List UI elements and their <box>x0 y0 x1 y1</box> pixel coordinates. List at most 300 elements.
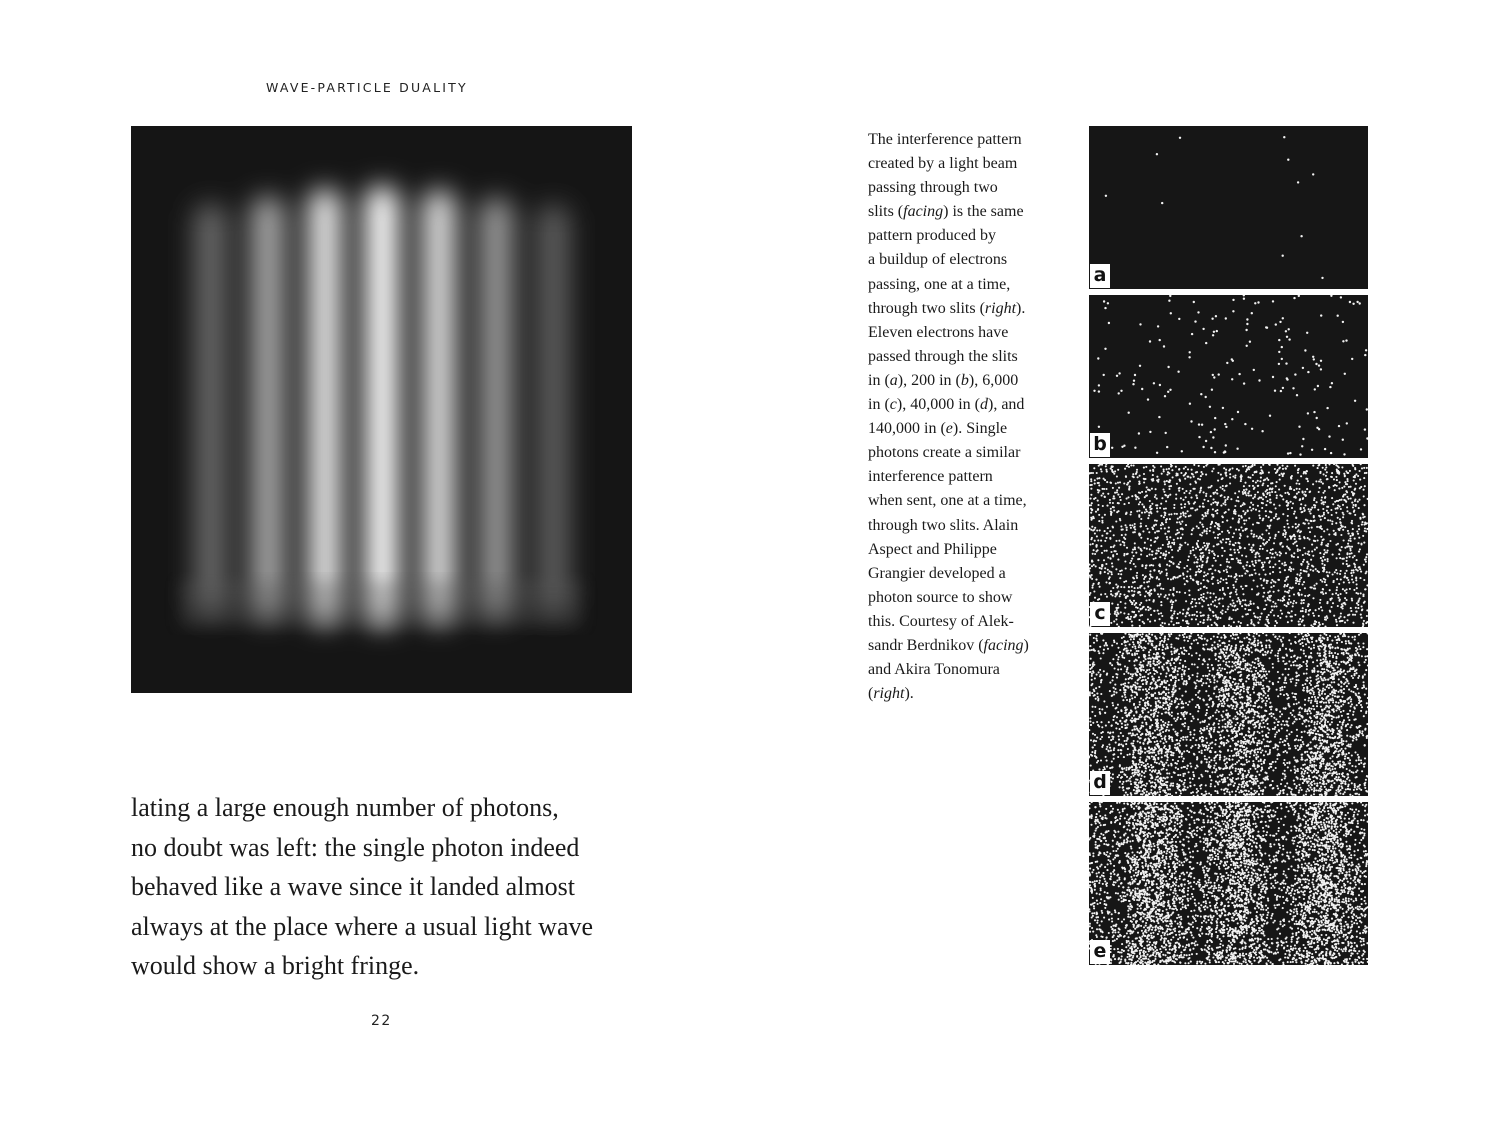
electron-dot <box>1185 789 1187 791</box>
electron-dot <box>1272 761 1274 763</box>
electron-dot <box>1312 612 1314 614</box>
electron-dot <box>1171 556 1173 558</box>
electron-dot <box>1144 679 1146 681</box>
electron-dot <box>1286 505 1288 507</box>
electron-dot <box>1197 666 1199 668</box>
electron-dot <box>1195 556 1197 558</box>
electron-dot <box>1310 794 1312 796</box>
electron-dot <box>1308 538 1310 540</box>
electron-dot <box>1183 653 1185 655</box>
electron-dot <box>1280 693 1282 695</box>
electron-dot <box>1110 482 1112 484</box>
electron-dot <box>1344 791 1346 793</box>
electron-dot <box>1331 597 1333 599</box>
electron-dot <box>1225 469 1227 471</box>
electron-dot <box>1335 709 1337 711</box>
electron-dot <box>1195 573 1197 575</box>
caption-line: and Akira Tonomura <box>868 661 1000 679</box>
electron-dot <box>1352 303 1354 305</box>
electron-dot <box>1153 382 1155 384</box>
electron-dot <box>1165 500 1167 502</box>
electron-dot <box>1116 553 1118 555</box>
electron-dot <box>1290 643 1292 645</box>
electron-dot <box>1358 654 1360 656</box>
electron-dot <box>1153 610 1155 612</box>
electron-dot <box>1136 575 1138 577</box>
electron-dot <box>1157 325 1159 327</box>
electron-dot <box>1338 617 1340 619</box>
electron-dot <box>1284 686 1286 688</box>
electron-dot <box>1144 748 1146 750</box>
electron-dot <box>1317 770 1319 772</box>
electron-dot <box>1246 528 1248 530</box>
electron-dot <box>1232 599 1234 601</box>
electron-dot <box>1274 468 1276 470</box>
electron-dot <box>1224 594 1226 596</box>
electron-dot <box>1293 593 1295 595</box>
electron-dot <box>1125 512 1127 514</box>
electron-dot <box>1181 527 1183 529</box>
electron-dot <box>1206 709 1208 711</box>
electron-dot <box>1099 567 1101 569</box>
electron-dot <box>1273 614 1275 616</box>
electron-dot <box>1302 367 1304 369</box>
electron-dot <box>1096 472 1098 474</box>
electron-dot <box>1272 663 1274 665</box>
electron-dot <box>1310 569 1312 571</box>
electron-dot <box>1134 542 1136 544</box>
electron-dot <box>1275 718 1277 720</box>
electron-dot <box>1291 554 1293 556</box>
electron-dot <box>1354 467 1356 469</box>
electron-dot <box>1338 473 1340 475</box>
electron-dot <box>1301 490 1303 492</box>
electron-dot <box>1258 765 1260 767</box>
electron-dot <box>1284 562 1286 564</box>
electron-dot <box>1137 496 1139 498</box>
electron-dot <box>1284 569 1286 571</box>
electron-dot <box>1176 473 1178 475</box>
electron-dot <box>1170 545 1172 547</box>
electron-dot <box>1364 655 1366 657</box>
electron-dot <box>1144 738 1146 740</box>
electron-dot <box>1336 507 1338 509</box>
electron-dot <box>1154 771 1156 773</box>
electron-dot <box>1353 493 1355 495</box>
electron-dot <box>1214 451 1216 453</box>
electron-dot <box>1193 476 1195 478</box>
electron-dot <box>1170 610 1172 612</box>
electron-dot <box>1228 618 1230 620</box>
electron-dot <box>1271 487 1273 489</box>
electron-dot <box>1288 568 1290 570</box>
electron-dot <box>1356 530 1358 532</box>
electron-dot <box>1220 578 1222 580</box>
electron-dot <box>1123 756 1125 758</box>
electron-dot <box>1147 606 1149 608</box>
electron-dot <box>1150 614 1152 616</box>
electron-dot <box>1138 547 1140 549</box>
electron-dot <box>1321 542 1323 544</box>
electron-dot <box>1210 736 1212 738</box>
electron-dot <box>1128 486 1130 488</box>
electron-dot <box>1272 787 1274 789</box>
electron-dot <box>1270 520 1272 522</box>
electron-dot <box>1181 767 1183 769</box>
electron-dot <box>1193 639 1195 641</box>
electron-dot <box>1093 467 1095 469</box>
electron-dot <box>1166 538 1168 540</box>
electron-dot <box>1157 610 1159 612</box>
electron-dot <box>1217 543 1219 545</box>
electron-dot <box>1311 527 1313 529</box>
electron-dot <box>1116 615 1118 617</box>
electron-dot <box>1114 470 1116 472</box>
electron-dot <box>1310 692 1312 694</box>
electron-dot <box>1214 491 1216 493</box>
electron-dot <box>1120 544 1122 546</box>
electron-dot <box>1257 498 1259 500</box>
electron-dot <box>1347 579 1349 581</box>
electron-dot <box>1310 652 1312 654</box>
electron-dot <box>1283 564 1285 566</box>
electron-dot <box>1326 602 1328 604</box>
electron-dot <box>1147 538 1149 540</box>
electron-dot <box>1323 568 1325 570</box>
electron-dot <box>1153 599 1155 601</box>
electron-dot <box>1139 604 1141 606</box>
electron-dot <box>1262 548 1264 550</box>
electron-dot <box>1112 773 1114 775</box>
electron-dot <box>1147 701 1149 703</box>
electron-dot <box>1101 464 1103 466</box>
electron-dot <box>1338 702 1340 704</box>
electron-dot <box>1151 550 1153 552</box>
electron-dot <box>1240 480 1242 482</box>
electron-dot <box>1220 474 1222 476</box>
electron-dot <box>1337 666 1339 668</box>
electron-dot <box>1247 794 1249 796</box>
electron-dot <box>1094 527 1096 529</box>
electron-dot <box>1131 551 1133 553</box>
electron-dot <box>1214 605 1216 607</box>
electron-dot <box>1120 601 1122 603</box>
electron-dot <box>1284 770 1286 772</box>
electron-dot <box>1262 519 1264 521</box>
electron-dot <box>1152 470 1154 472</box>
electron-dot <box>1264 561 1266 563</box>
electron-dot <box>1313 615 1315 617</box>
electron-dot <box>1186 565 1188 567</box>
electron-dot <box>1269 488 1271 490</box>
electron-dot <box>1169 518 1171 520</box>
electron-dot <box>1344 373 1346 375</box>
electron-dot <box>1136 653 1138 655</box>
electron-dot <box>1125 617 1127 619</box>
electron-dot <box>1123 503 1125 505</box>
electron-dot <box>1139 594 1141 596</box>
electron-dot <box>1140 698 1142 700</box>
electron-dot <box>1134 547 1136 549</box>
electron-dot <box>1344 547 1346 549</box>
electron-dot <box>1293 297 1295 299</box>
electron-dot <box>1172 601 1174 603</box>
electron-dot <box>1319 552 1321 554</box>
electron-dot <box>1335 508 1337 510</box>
electron-dot <box>1224 645 1226 647</box>
electron-dot <box>1095 698 1097 700</box>
electron-dot <box>1120 573 1122 575</box>
electron-dot <box>1103 478 1105 480</box>
electron-dot <box>1137 706 1139 708</box>
electron-dot <box>1277 579 1279 581</box>
electron-dot <box>1166 644 1168 646</box>
electron-dot <box>1340 570 1342 572</box>
electron-dot <box>1155 504 1157 506</box>
electron-dot <box>1140 526 1142 528</box>
electron-dot <box>1169 389 1171 391</box>
electron-dot <box>1238 469 1240 471</box>
electron-dot <box>1213 376 1215 378</box>
electron-dot <box>1146 548 1148 550</box>
electron-dot <box>1148 752 1150 754</box>
panel-a <box>1089 126 1368 289</box>
electron-dot <box>1110 781 1112 783</box>
electron-dot <box>1289 452 1291 454</box>
electron-dot <box>1212 583 1214 585</box>
electron-dot <box>1196 615 1198 617</box>
electron-dot <box>1307 788 1309 790</box>
electron-dot <box>1120 525 1122 527</box>
electron-dot <box>1128 618 1130 620</box>
electron-dot <box>1302 498 1304 500</box>
electron-dot <box>1351 358 1353 360</box>
electron-dot <box>1360 464 1362 465</box>
electron-dot <box>1125 475 1127 477</box>
electron-dot <box>1091 565 1093 567</box>
electron-dot <box>1298 488 1300 490</box>
electron-dot <box>1350 540 1352 542</box>
electron-dot <box>1178 487 1180 489</box>
electron-dot <box>1199 522 1201 524</box>
electron-dot <box>1091 526 1093 528</box>
electron-dot <box>1257 663 1259 665</box>
electron-dot <box>1282 545 1284 547</box>
electron-dot <box>1176 521 1178 523</box>
caption-line: through two slits (right). <box>868 299 1026 317</box>
electron-dot <box>1293 513 1295 515</box>
electron-dot <box>1279 617 1281 619</box>
electron-dot <box>1202 560 1204 562</box>
electron-dot <box>1134 587 1136 589</box>
electron-dot <box>1244 482 1246 484</box>
electron-dot <box>1214 641 1216 643</box>
electron-dot <box>1129 780 1131 782</box>
electron-dot <box>1343 539 1345 541</box>
electron-dot <box>1312 687 1314 689</box>
electron-dot <box>1265 504 1267 506</box>
electron-dot <box>1286 519 1288 521</box>
electron-dot <box>1141 614 1143 616</box>
electron-dot <box>1195 571 1197 573</box>
electron-dot <box>1209 526 1211 528</box>
electron-dot <box>1235 581 1237 583</box>
electron-dot <box>1248 770 1250 772</box>
electron-dot <box>1288 493 1290 495</box>
electron-dot <box>1324 581 1326 583</box>
electron-dot <box>1097 482 1099 484</box>
electron-dot <box>1185 512 1187 514</box>
electron-dot <box>1356 726 1358 728</box>
electron-dot <box>1098 477 1100 479</box>
electron-dot <box>1147 489 1149 491</box>
electron-dot <box>1246 345 1248 347</box>
caption-line: through two slits. Alain <box>868 516 1019 534</box>
electron-dot <box>1140 782 1142 784</box>
electron-dot <box>1097 539 1099 541</box>
electron-dot <box>1144 676 1146 678</box>
electron-dot <box>1201 605 1203 607</box>
electron-dot <box>1222 589 1224 591</box>
electron-dot <box>1352 504 1354 506</box>
electron-dot <box>1092 516 1094 518</box>
electron-dot <box>1158 416 1160 418</box>
electron-dot <box>1115 568 1117 570</box>
electron-dot <box>1149 340 1151 342</box>
electron-dot <box>1240 668 1242 670</box>
electron-dot <box>1331 382 1333 384</box>
electron-dot <box>1299 623 1301 625</box>
electron-dot <box>1269 657 1271 659</box>
electron-dot <box>1363 783 1365 785</box>
electron-dot <box>1359 302 1361 304</box>
electron-dot <box>1297 556 1299 558</box>
electron-dot <box>1318 491 1320 493</box>
electron-dot <box>1178 622 1180 624</box>
electron-dot <box>1308 790 1310 792</box>
electron-dot <box>1141 512 1143 514</box>
electron-dot <box>1279 321 1281 323</box>
electron-dot <box>1168 513 1170 515</box>
electron-dot <box>1104 530 1106 532</box>
electron-dot <box>1288 590 1290 592</box>
electron-dot <box>1357 542 1359 544</box>
electron-dot <box>1220 788 1222 790</box>
electron-dot <box>1349 794 1351 796</box>
electron-dot <box>1158 676 1160 678</box>
electron-dot <box>1142 621 1144 623</box>
electron-dot <box>1166 468 1168 470</box>
caption-line: this. Courtesy of Alek- <box>868 612 1014 630</box>
electron-dot <box>1291 620 1293 622</box>
electron-dot <box>1325 619 1327 621</box>
electron-dot <box>1279 571 1281 573</box>
electron-dot <box>1340 726 1342 728</box>
electron-dot <box>1196 581 1198 583</box>
electron-dot <box>1180 515 1182 517</box>
electron-dot <box>1162 626 1164 627</box>
electron-dot <box>1221 609 1223 611</box>
electron-dot <box>1185 524 1187 526</box>
electron-dot <box>1202 596 1204 598</box>
electron-dot <box>1343 486 1345 488</box>
electron-dot <box>1343 558 1345 560</box>
electron-dot <box>1250 622 1252 624</box>
electron-dot <box>1310 700 1312 702</box>
electron-dot <box>1179 561 1181 563</box>
electron-dot <box>1144 752 1146 754</box>
electron-dot <box>1147 528 1149 530</box>
electron-dot <box>1092 472 1094 474</box>
electron-dot <box>1245 519 1247 521</box>
electron-dot <box>1257 480 1259 482</box>
electron-dot <box>1126 465 1128 467</box>
electron-dot <box>1200 487 1202 489</box>
electron-dot <box>1183 647 1185 649</box>
electron-dot <box>1300 475 1302 477</box>
electron-dot <box>1266 477 1268 479</box>
electron-dot <box>1151 644 1153 646</box>
electron-dot <box>1245 743 1247 745</box>
electron-dot <box>1090 519 1092 521</box>
electron-dot <box>1340 296 1342 298</box>
electron-dot <box>1170 312 1172 314</box>
electron-dot <box>1090 498 1092 500</box>
electron-dot <box>1340 578 1342 580</box>
electron-dot <box>1356 788 1358 790</box>
electron-dot <box>1229 566 1231 568</box>
electron-dot <box>1288 660 1290 662</box>
electron-dot <box>1133 464 1135 466</box>
electron-dot <box>1129 480 1131 482</box>
electron-dot <box>1152 564 1154 566</box>
electron-dot <box>1322 772 1324 774</box>
electron-dot <box>1364 522 1366 524</box>
electron-dot <box>1102 731 1104 733</box>
electron-dot <box>1287 576 1289 578</box>
electron-dot <box>1115 482 1117 484</box>
electron-dot <box>1324 501 1326 503</box>
electron-dot <box>1124 524 1126 526</box>
electron-dot <box>1332 554 1334 556</box>
electron-dot <box>1112 497 1114 499</box>
electron-dot <box>1125 678 1127 680</box>
electron-dot <box>1247 735 1249 737</box>
electron-dot <box>1329 772 1331 774</box>
electron-dot <box>1226 693 1228 695</box>
electron-dot <box>1259 723 1261 725</box>
electron-dot <box>1329 589 1331 591</box>
electron-dot <box>1202 633 1204 634</box>
electron-dot <box>1208 550 1210 552</box>
electron-dot <box>1299 580 1301 582</box>
electron-dot <box>1178 575 1180 577</box>
electron-dot <box>1154 537 1156 539</box>
electron-dot <box>1191 533 1193 535</box>
electron-dot <box>1140 602 1142 604</box>
electron-dot <box>1173 624 1175 626</box>
electron-dot <box>1342 750 1344 752</box>
electron-dot <box>1362 624 1364 626</box>
electron-dot <box>1344 673 1346 675</box>
electron-dot <box>1235 724 1237 726</box>
electron-dot <box>1120 586 1122 588</box>
electron-dot <box>1205 493 1207 495</box>
electron-dot <box>1220 540 1222 542</box>
electron-dot <box>1336 572 1338 574</box>
electron-dot <box>1202 622 1204 624</box>
electron-dot <box>1168 552 1170 554</box>
